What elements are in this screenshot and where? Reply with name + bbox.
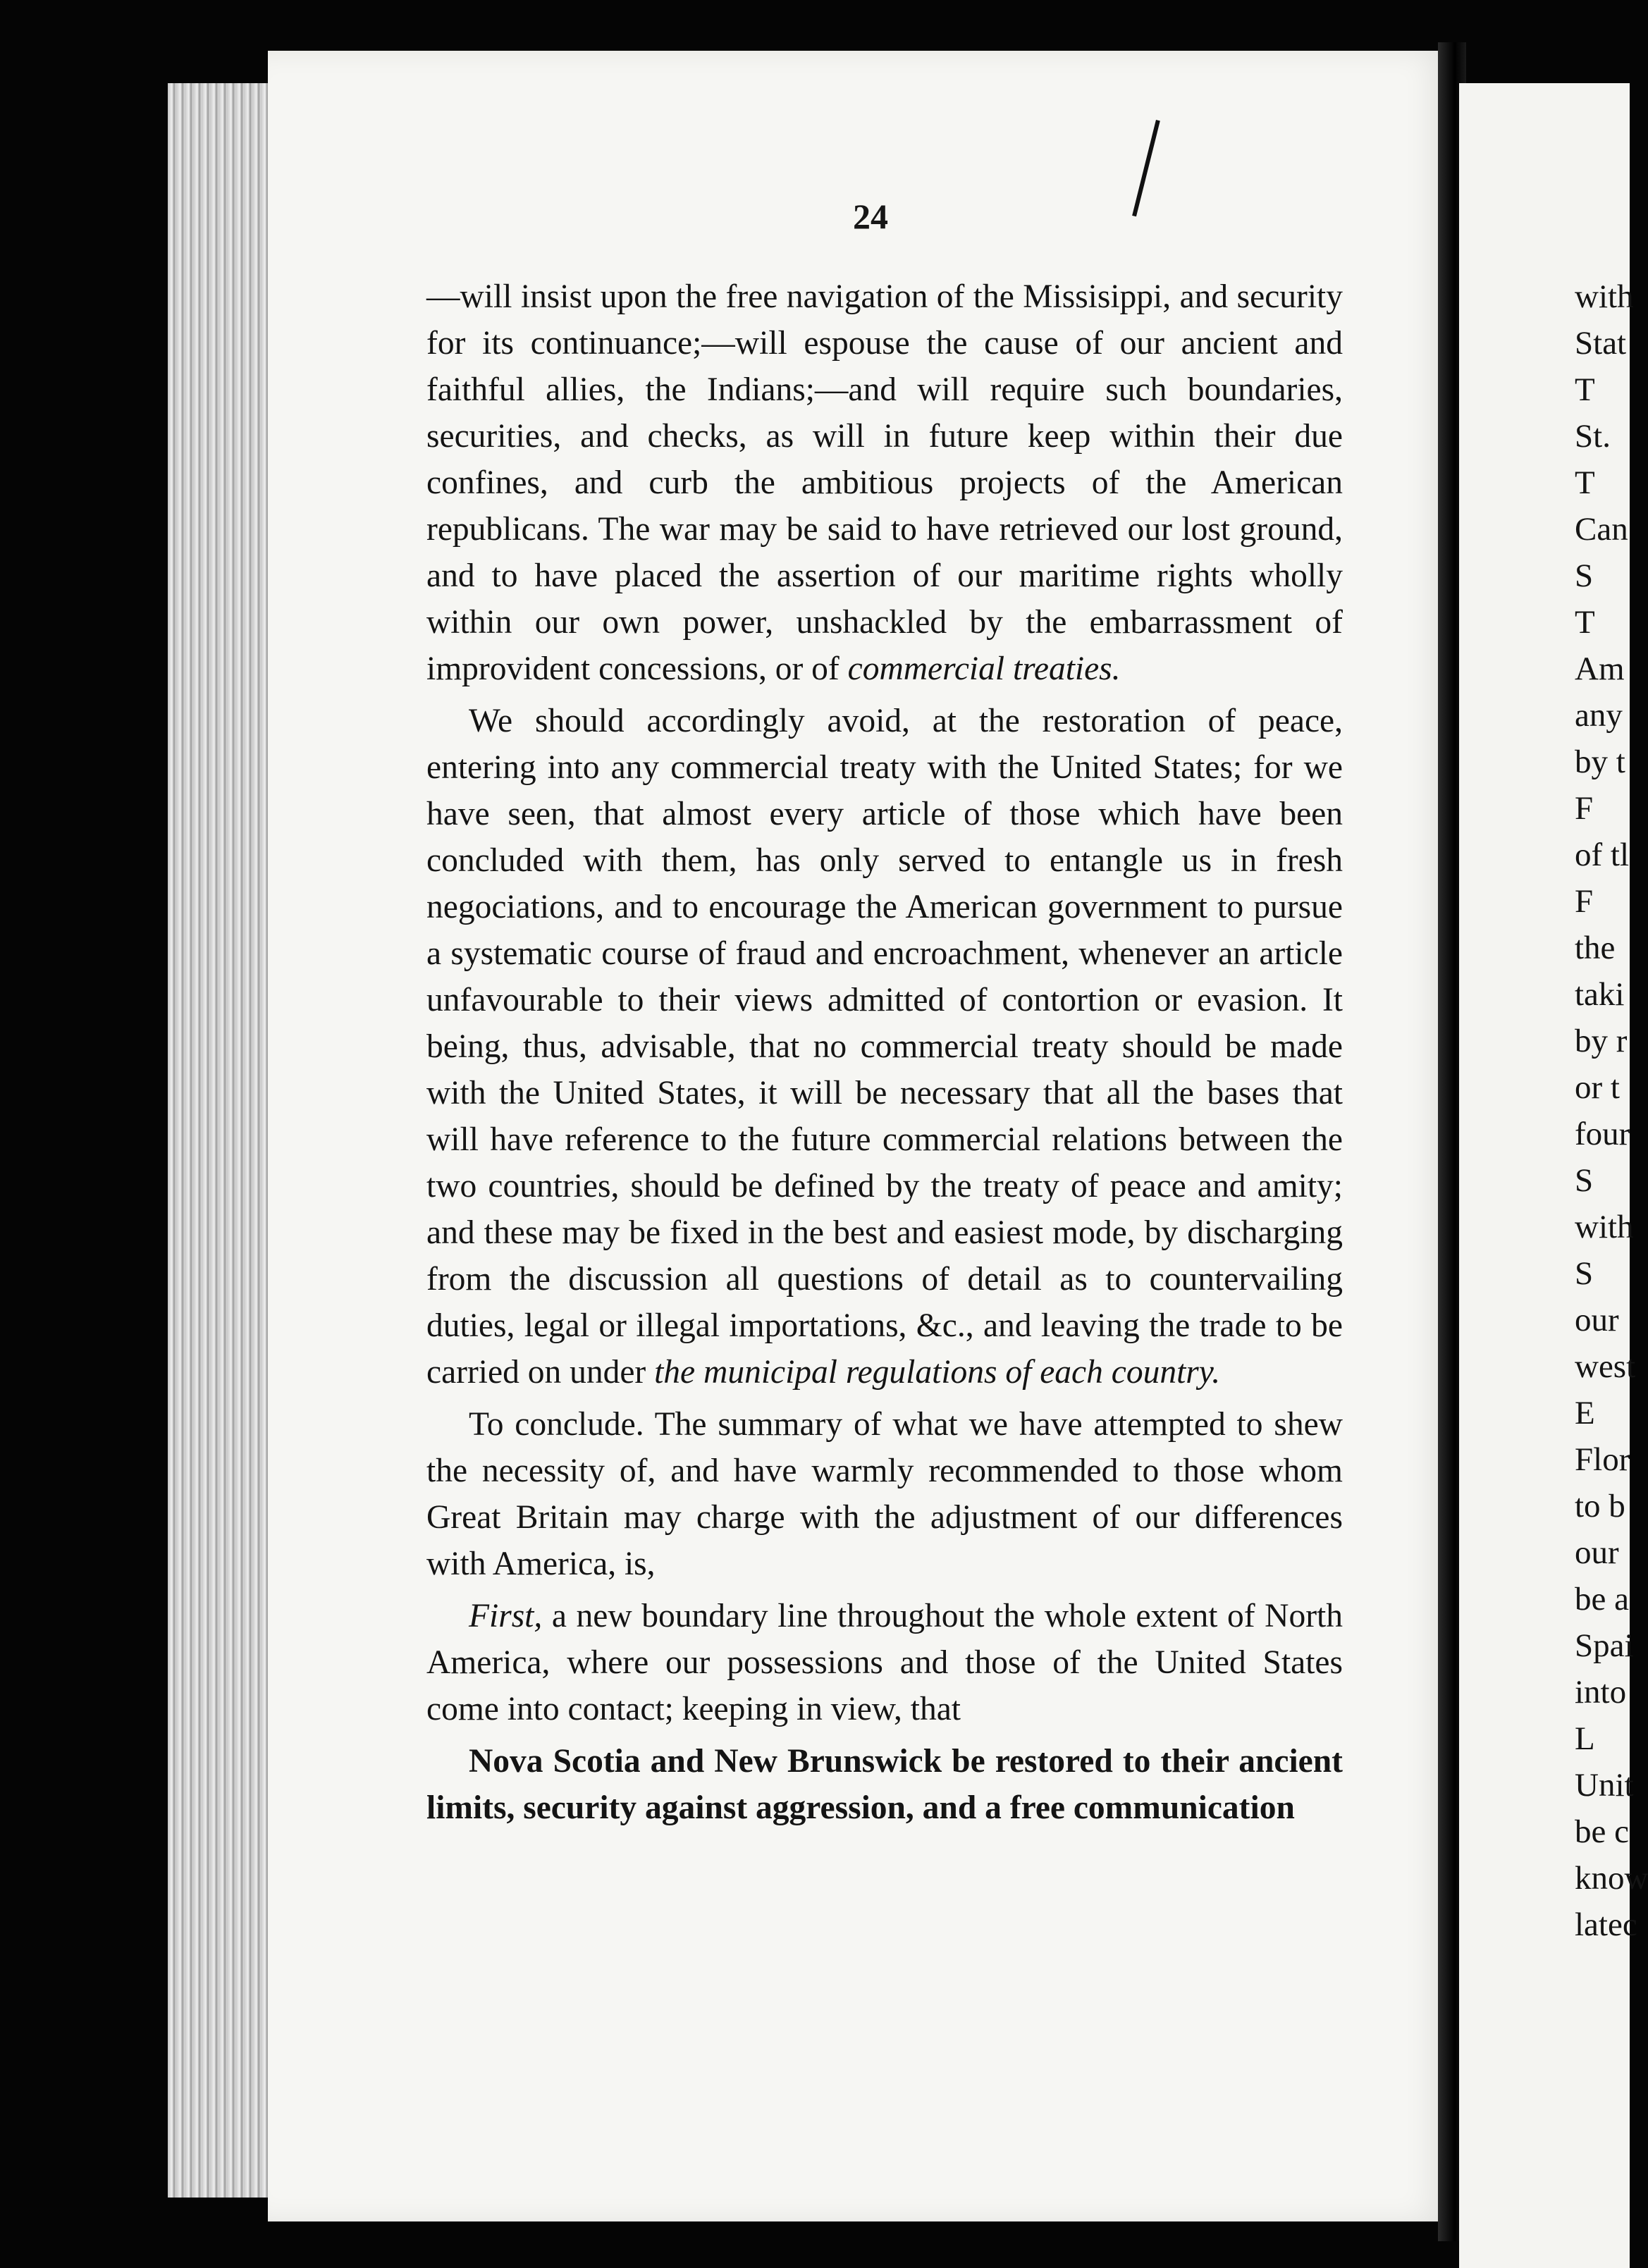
paragraph — [426, 698, 1343, 1395]
page-body-text — [426, 273, 1343, 1837]
facing-line: into — [1575, 1674, 1627, 1711]
facing-line: T — [1575, 604, 1595, 641]
text-run: —will insist upon the free navigation of the Missisippi, and security for its continuance;—will espouse the cause of our ancient and faithful allies, the Indians;—and will require such boundaries, securities, and checks, as will in future keep within their due confines, and curb the ambitious projects of the American republicans. The war may be said to have retrieved our lost ground, and to have placed the assertion of our maritime rights wholly within our own power, unshackled by the embarrassment of improvident concessions, or of — [426, 278, 1343, 687]
text-run: To conclude. The summary of what we have attempted to shew the necessity of, and have warmly recommended to those whom Great Britain may charge with the adjustment of our differences with America, is, — [426, 1406, 1343, 1582]
facing-line: four — [1575, 1116, 1630, 1152]
facing-line: of tl — [1575, 837, 1630, 873]
text-run: a new boundary line throughout the whole extent of North America, where our possessions and those of the United States come into contact; keeping in view, that — [426, 1598, 1343, 1727]
facing-line: by r — [1575, 1023, 1628, 1059]
facing-line: F — [1575, 883, 1594, 920]
facing-line: know — [1575, 1860, 1648, 1897]
facing-line: L — [1575, 1720, 1595, 1757]
facing-line: F — [1575, 790, 1594, 827]
facing-line: our — [1575, 1534, 1619, 1571]
paragraph — [426, 1593, 1343, 1732]
facing-line: Stat — [1575, 325, 1627, 362]
facing-line: or t — [1575, 1069, 1620, 1106]
facing-line: to b — [1575, 1488, 1625, 1524]
facing-line: T — [1575, 464, 1595, 501]
facing-line: any — [1575, 697, 1623, 734]
facing-line: T — [1575, 371, 1595, 408]
facing-line: S — [1575, 557, 1594, 594]
facing-line: St. — [1575, 418, 1611, 455]
facing-line: with — [1575, 1209, 1634, 1245]
text-run: Nova Scotia and New Brunswick be restored to their ancient limits, security against aggression, and a free communication — [426, 1743, 1343, 1826]
italic-text: the municipal regulations of each country. — [654, 1354, 1221, 1391]
facing-line: S — [1575, 1162, 1594, 1199]
facing-line: S — [1575, 1255, 1594, 1292]
facing-line: Am — [1575, 651, 1625, 687]
paragraph — [426, 1738, 1343, 1831]
italic-text: commercial treaties. — [847, 651, 1121, 687]
facing-line: Spai — [1575, 1627, 1634, 1664]
facing-line: be a — [1575, 1581, 1629, 1617]
facing-line: with — [1575, 278, 1634, 315]
paragraph — [426, 273, 1343, 692]
facing-line: by t — [1575, 744, 1625, 780]
facing-line: Can — [1575, 511, 1628, 548]
facing-line: the — [1575, 930, 1616, 966]
page-number: 24 — [853, 197, 888, 236]
facing-line: our — [1575, 1302, 1619, 1338]
facing-line: west — [1575, 1348, 1636, 1385]
facing-line: Flor — [1575, 1441, 1630, 1478]
text-run: We should accordingly avoid, at the restoration of peace, entering into any commercial treaty with the United States; for we have seen, that almost every article of those which have been concluded with them, has only served to entangle us in fresh negociations, and to encourage the American government to pursue a systematic course of fraud and encroachment, whenever an article unfavourable to their views admitted of contortion or evasion. It being, thus, advisable, that no commercial treaty should be made with the United States, it will be necessary that all the bases that will have reference to the future commercial relations between the two countries, should be defined by the treaty of peace and amity; and these may be fixed in the best and easiest mode, by discharging from the discussion all questions of detail as to countervailing duties, legal or illegal importations, &c., and leaving the trade to be carried on under — [426, 703, 1343, 1391]
facing-line: be c — [1575, 1813, 1629, 1850]
book-page-edges — [168, 83, 273, 2198]
facing-line: latec — [1575, 1906, 1637, 1943]
facing-line: taki — [1575, 976, 1625, 1013]
paragraph — [426, 1401, 1343, 1587]
facing-line: E — [1575, 1395, 1595, 1431]
italic-text: First, — [469, 1598, 543, 1634]
facing-line: Unit — [1575, 1767, 1634, 1804]
facing-page-text-fragment — [1575, 273, 1648, 1948]
